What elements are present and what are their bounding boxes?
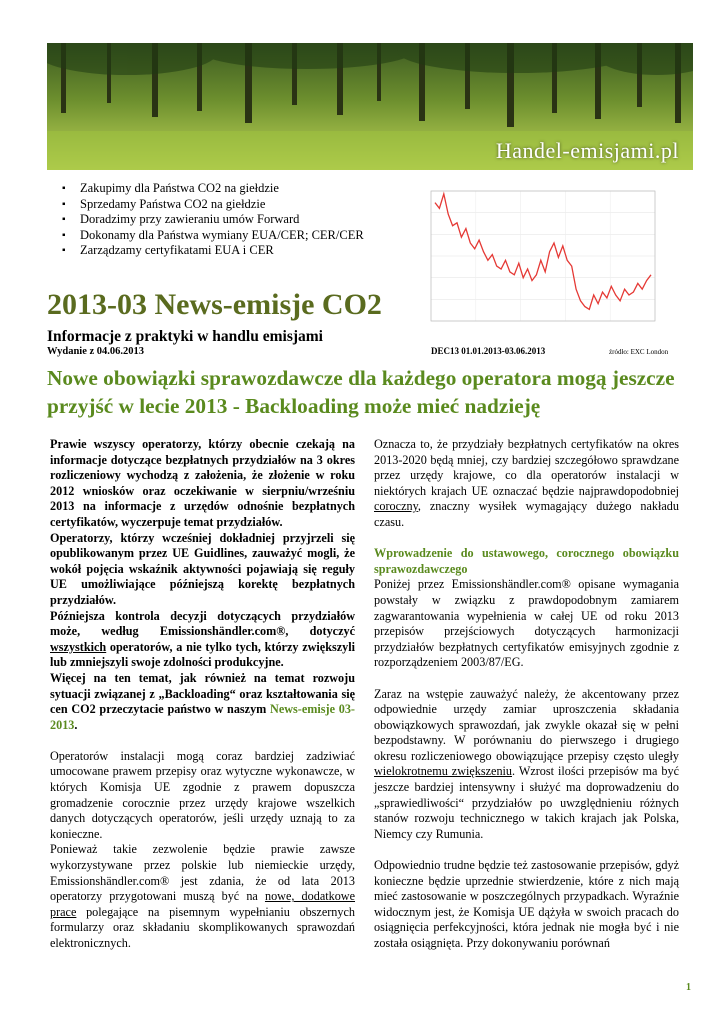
price-chart	[423, 185, 671, 333]
section-heading: Wprowadzenie do ustawowego, corocznego obowiązku sprawozdawczego	[374, 546, 679, 576]
list-item: ▪ Sprzedamy Państwa CO2 na giełdzie	[62, 197, 364, 213]
paragraph: Więcej na ten temat, jak również na temat rozwoju sytuacji związanej z „Backloading“ oraz kształtowania się cen CO2 przeczytacie państwo w naszym News-emisje 03-2013.	[50, 670, 355, 732]
paragraph: Operatorzy, którzy wcześniej dokładniej przyjrzeli się opublikowanym przez UE Guidlines, zauważyć mogli, że wokół pojęcia wskaźnik aktywności pojawiają się reguły UE umożliwiające późniejszą korektę bezpłatnych przydziałów.	[50, 530, 355, 607]
paragraph: Ponieważ takie zezwolenie będzie prawie zawsze wykorzystywane przez polskie lub niemieckie urzędy, Emissionshändler.com® jest zdania, że od lata 2013 operatorzy przygotowani muszą być na nowe, dodatkowe prace polegające na pisemnym wypełnianiu obszernych formularzy oraz składaniu skomplikowanych sprawozdań elektronicznych.	[50, 842, 356, 950]
newsletter-link[interactable]: News-emisje 03-2013	[50, 702, 355, 732]
site-name: Handel-emisjami.pl	[495, 138, 679, 163]
paragraph: Zaraz na wstępie zauważyć należy, że akcentowany przez odpowiednie urzędy zamiar uproszczenia składania obowiązkowych sprawozdań, jak zwykle okazał się w pełni bezpodstawny. W porównaniu do pierwszego i drugiego okresu rozliczeniowego obowiązujące przepisy często uległy wielokrotnemu zwiększeniu. Wzrost ilości przepisów ma być jeszcze bardziej intensywny i służyć ma doprowadzeniu do „sprawiedliwości“ przydziałów po uwzględnieniu różnych stanów rozwoju technicznego w takich krajach jak Polska, Niemcy czy Rumunia.	[374, 686, 679, 841]
edition-date: Wydanie z 04.06.2013	[47, 346, 145, 357]
list-item: ▪ Zarządzamy certyfikatami EUA i CER	[62, 243, 364, 259]
services-list	[62, 181, 364, 259]
page-subtitle: Informacje z praktyki w handlu emisjami	[47, 328, 323, 345]
paragraph: Odpowiednio trudne będzie też zastosowanie przepisów, gdyż konieczne będzie uprzednie stwierdzenie, które z nich mają mieć zastosowanie w poszczególnych przypadkach. Wyraźnie widocznym jest, że Komisja UE dążyła w swoich pracach do osiągnięcia perfekcyjności, która jednak nie mogła być i nie została osiągnięta. Przy dokonywaniu porównań	[374, 858, 679, 950]
article-headline: Nowe obowiązki sprawozdawcze dla każdego operatora mogą jeszcze przyjść w lecie 2013 - Backloading może mieć nadzieję	[47, 366, 675, 418]
list-item: ▪ Zakupimy dla Państwa CO2 na giełdzie	[62, 181, 364, 197]
paragraph: Prawie wszyscy operatorzy, którzy obecnie czekają na informacje dotyczące bezpłatnych przydziałów na 3 okres rozliczeniowy wychodzą z założenia, że złożenie w roku 2012 wniosków oraz oczekiwanie w sierpniu/wrześniu 2013 na informacje z urzędów odnośnie bezpłatnych certyfikatów, wyczerpuje temat przydziałów.	[50, 437, 355, 529]
price-line	[435, 194, 651, 310]
chart-source: źródło: EXC London	[609, 348, 669, 356]
chart-caption: DEC13 01.01.2013-03.06.2013	[431, 346, 546, 356]
paragraph: Poniżej przez Emissionshändler.com® opisane wymagania powstały w związku z prawdopodobnym zamiarem zagwarantowania wypełnienia w całej UE od roku 2013 przepisów przejściowych dotyczących harmonizacji przydziałów bezpłatnych certyfikatów emisyjnych zgodnie z rozporządzeniem 2003/87/EG.	[374, 577, 679, 670]
paragraph: Późniejsza kontrola decyzji dotyczących przydziałów może, według Emissionshändler.com®, dotyczyć wszystkich operatorów, a nie tylko tych, którzy zwiększyli lub zmniejszyli swoje zdolności produkcyjne.	[50, 608, 355, 670]
list-item: ▪ Doradzimy przy zawieraniu umów Forward	[62, 212, 364, 228]
paragraph: Operatorów instalacji mogą coraz bardziej zadziwiać umocowane prawem przepisy oraz wytyczne wykonawcze, w których Komisja UE zgodnie z prawem dopuszcza gromadzenie corocznie przez urzędy krajowe wszelkich danych dotyczących operatorów, jeśli urzędy uznają to za konieczne.	[50, 748, 355, 841]
right-column	[374, 437, 679, 952]
price-chart-svg	[423, 185, 671, 333]
paragraph: Oznacza to, że przydziały bezpłatnych certyfikatów na okres 2013-2020 będą mniej, czy bardziej szczegółowo sprawdzane przez urzędy krajowe, co dla operatorów instalacji w niektórych krajach UE oznaczać będzie najprawdopodobniej coroczny, znaczny wysiłek wymagający dużego nakładu czasu.	[374, 437, 679, 529]
left-column	[50, 437, 355, 952]
header-banner	[47, 43, 693, 170]
page-number: 1	[686, 982, 691, 993]
page-title: 2013-03 News-emisje CO2	[47, 288, 382, 321]
list-item: ▪ Dokonamy dla Państwa wymiany EUA/CER; CER/CER	[62, 228, 364, 244]
